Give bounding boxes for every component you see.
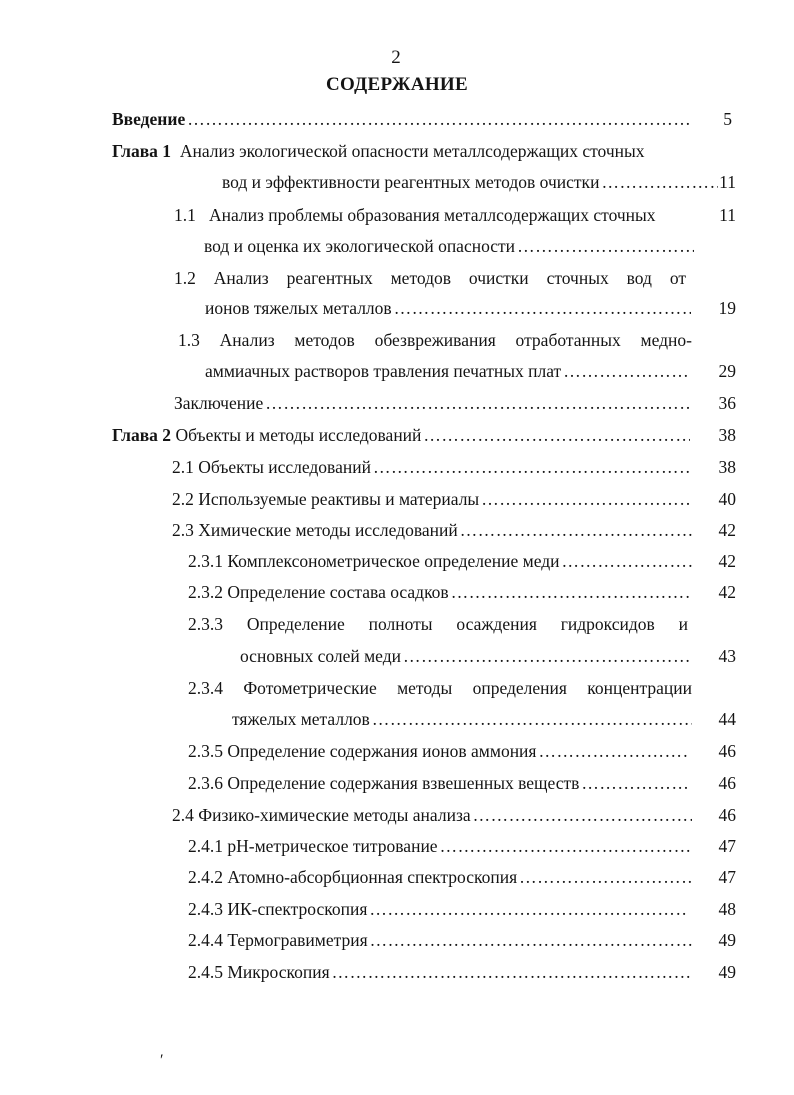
toc-entry-2-4 [172,804,694,826]
toc-title: ионов тяжелых металлов [205,298,392,318]
toc-page: 49 [718,930,736,950]
dot-leader [538,740,690,762]
toc-label: Заключение [174,393,264,413]
toc-page: 42 [718,551,736,571]
toc-entry-1-1-cont [204,235,696,257]
toc-label: Глава 2 [112,425,172,445]
toc-label: Глава 1 [112,141,172,161]
toc-page: 46 [718,805,736,825]
toc-page: 49 [718,962,736,982]
toc-entry-2-4-4 [188,929,694,951]
toc-entry-2-4-3 [188,898,688,920]
toc-title: Анализ экологической опасности металлсодержащих сточных [179,141,645,161]
toc-entry-intro [112,108,692,130]
toc-entry-2-4-1 [188,835,694,857]
toc-page: 36 [718,393,736,413]
toc-title: 2.4.4 Термогравиметрия [188,930,368,950]
toc-title: 2.3.2 Определение состава осадков [188,582,449,602]
toc-entry-1-3: 1.3 Анализ методов обезвреживания отработанных медно- [178,330,692,350]
toc-entry-2-1 [172,456,694,478]
toc-page: 11 [719,172,736,192]
toc-page: 42 [718,520,736,540]
toc-entry-2-3-4: 2.3.4 Фотометрические методы определения концентрации [188,678,692,698]
toc-entry-2-4-2 [188,866,694,888]
dot-leader [581,772,690,794]
toc-entry-2-3-3: 2.3.3 Определение полноты осаждения гидроксидов и [188,614,688,634]
toc-page: 44 [718,709,736,729]
dot-leader [473,804,692,826]
toc-entry-2-3-4-cont [232,708,694,730]
toc-number: 1.1 [174,205,196,225]
toc-title: 2.2 Используемые реактивы и материалы [172,489,480,509]
dot-leader [372,708,692,730]
toc-page: 46 [718,741,736,761]
toc-entry-2-3-2 [188,581,694,603]
toc-entry-2-3-3-cont [240,645,694,667]
toc-label: Введение [112,109,186,129]
toc-title: вод и эффективности реагентных методов очистки [222,172,600,192]
dot-leader [562,550,692,572]
toc-title: вод и оценка их экологической опасности [204,236,516,256]
dot-leader [517,235,694,257]
toc-entry-chapter-2 [112,424,692,446]
dot-leader [440,835,692,857]
toc-title: 2.4.2 Атомно-абсорбционная спектроскопия [188,867,518,887]
toc-title: Объекты и методы исследований [175,425,422,445]
toc-entry-2-3-1 [188,550,694,572]
dot-leader [519,866,692,888]
toc-entry-2-2 [172,488,694,510]
toc-title: 2.3.5 Определение содержания ионов аммония [188,741,537,761]
dot-leader [423,424,690,446]
toc-page: 38 [718,425,736,445]
dot-leader [460,519,692,541]
toc-title: 2.4.1 рН-метрическое титрование [188,836,438,856]
dot-leader [265,392,690,414]
toc-title: аммиачных растворов травления печатных плат [205,361,562,381]
dot-leader [481,488,692,510]
toc-page: 43 [718,646,736,666]
toc-entry-2-3-5 [188,740,692,762]
toc-entry-1-2: 1.2 Анализ реагентных методов очистки сточных вод от [174,268,686,288]
toc-entry-chapter-1 [112,140,692,162]
toc-entry-2-3 [172,519,694,541]
toc-page: 47 [718,867,736,887]
toc-title: 2.4.5 Микроскопия [188,962,330,982]
toc-entry-chapter-1-cont [222,171,720,193]
toc-title: 2.4.3 ИК-спектроскопия [188,899,368,919]
dot-leader [394,297,691,319]
toc-entry-1-2-cont [205,297,693,319]
toc-entry-conclusion [174,392,692,414]
toc-page: 42 [718,582,736,602]
toc-page: 47 [718,836,736,856]
toc-page: 40 [718,489,736,509]
toc-page: 29 [718,361,736,381]
toc-page: 19 [718,298,736,318]
toc-page: 11 [719,205,736,225]
page-title: СОДЕРЖАНИЕ [326,74,468,95]
toc-entry-1-1 [174,204,694,226]
toc-entry-1-3-cont [205,360,693,382]
dot-leader [563,360,691,382]
page-number: 2 [391,47,401,68]
dot-leader [373,456,692,478]
toc-page: 48 [718,899,736,919]
stray-mark: ′ [160,1052,164,1069]
dot-leader [369,898,686,920]
toc-title: 2.1 Объекты исследований [172,457,371,477]
toc-title: 2.3.1 Комплексонометрическое определение меди [188,551,560,571]
toc-title: тяжелых металлов [232,709,370,729]
toc-title: 2.3 Химические методы исследований [172,520,458,540]
toc-title: Анализ проблемы образования металлсодержащих сточных [209,205,656,225]
toc-page: 38 [718,457,736,477]
toc-title: основных солей меди [240,646,401,666]
dot-leader [187,108,690,130]
dot-leader [370,929,692,951]
toc-title: 2.4 Физико-химические методы анализа [172,805,471,825]
toc-page: 5 [723,109,732,129]
dot-leader [332,961,692,983]
dot-leader [451,581,692,603]
toc-entry-2-3-6 [188,772,692,794]
dot-leader [403,645,692,667]
toc-title: 2.3.6 Определение содержания взвешенных веществ [188,773,580,793]
toc-entry-2-4-5 [188,961,694,983]
toc-page: 46 [718,773,736,793]
